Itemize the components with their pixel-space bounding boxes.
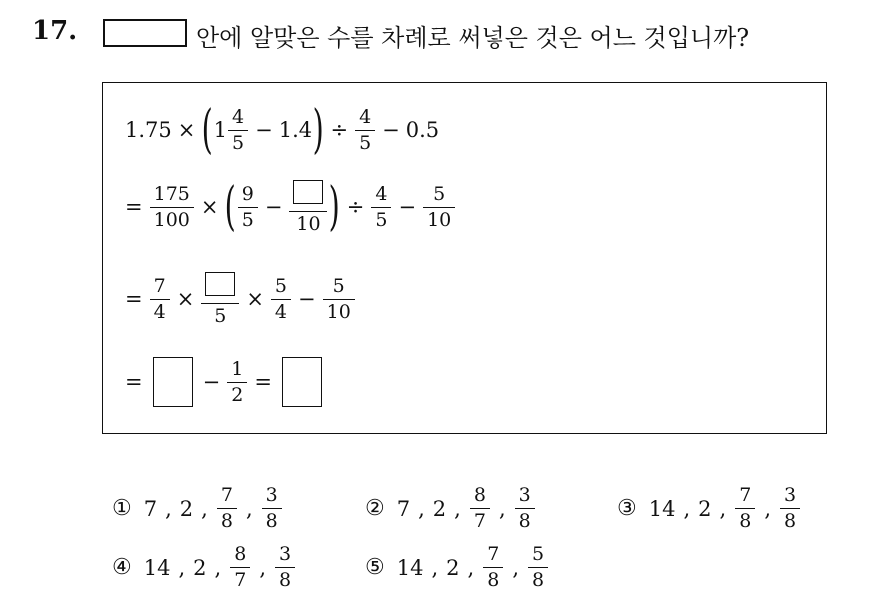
- decimal-value: 1.4: [278, 118, 313, 142]
- times-sign: ×: [246, 287, 264, 311]
- blank-box-4: [282, 357, 322, 407]
- fraction: $\frac{3}{8}$: [517, 486, 533, 531]
- fraction: $\frac{7}{8}$: [485, 545, 501, 590]
- fraction: $\frac{7}{8}$: [219, 486, 235, 531]
- fraction: $\frac{7}{4}$: [152, 277, 168, 322]
- choice-marker: ③: [617, 496, 637, 521]
- mixed-whole: 1: [213, 118, 228, 142]
- comma: ,: [201, 496, 208, 521]
- answer-blank-box: [103, 19, 187, 47]
- fraction: $\frac{4}{5}$: [357, 108, 373, 153]
- comma: ,: [165, 496, 172, 521]
- equals-sign: =: [125, 370, 143, 394]
- work-line-4: [125, 357, 326, 407]
- minus-sign: −: [398, 195, 417, 219]
- choice-value: 7: [143, 496, 158, 521]
- comma: ,: [764, 496, 771, 521]
- times-sign: ×: [177, 118, 196, 142]
- fraction: $\frac{175}{100}$: [152, 185, 192, 230]
- choice-3[interactable]: [617, 486, 801, 531]
- fraction: $\frac{3}{8}$: [264, 486, 280, 531]
- times-sign: ×: [176, 287, 195, 311]
- fraction: $\frac{5}{4}$: [273, 277, 289, 322]
- fraction: $\frac{4}{5}$: [373, 185, 389, 230]
- comma: ,: [418, 496, 425, 521]
- comma: ,: [683, 496, 691, 521]
- minus-sign: −: [202, 370, 221, 394]
- equals-sign: =: [254, 370, 272, 394]
- blank-box-2: [205, 272, 235, 296]
- equals-sign: =: [125, 195, 143, 219]
- fraction: $\frac{3}{8}$: [782, 486, 798, 531]
- choice-marker: ①: [112, 496, 132, 521]
- choice-2[interactable]: [365, 486, 536, 531]
- comma: ,: [512, 555, 519, 580]
- fraction: $\frac{8}{7}$: [232, 545, 248, 590]
- choice-marker: ⑤: [365, 555, 385, 580]
- comma: ,: [259, 555, 266, 580]
- blank-box-3: [153, 357, 193, 407]
- fraction: $\frac{5}{10}$: [425, 185, 453, 230]
- question-number: 17.: [32, 16, 78, 46]
- decimal-value: 1.75: [125, 118, 172, 142]
- divide-sign: ÷: [330, 118, 349, 142]
- choice-value: 2: [179, 496, 194, 521]
- comma: ,: [431, 555, 439, 580]
- question-text: 안에 알맞은 수를 차례로 써넣은 것은 어느 것입니까?: [196, 24, 750, 52]
- choice-value: 14: [396, 555, 424, 580]
- comma: ,: [178, 555, 186, 580]
- choice-value: 14: [648, 496, 676, 521]
- decimal-value: 0.5: [405, 118, 440, 142]
- minus-sign: −: [382, 118, 400, 142]
- fraction: $\frac{1}{2}$: [229, 360, 245, 405]
- comma: ,: [245, 496, 253, 521]
- right-paren: ): [329, 177, 341, 237]
- choice-value: 2: [698, 496, 712, 521]
- choice-value: 2: [193, 555, 207, 580]
- comma: ,: [454, 496, 461, 521]
- choice-4[interactable]: [112, 545, 296, 590]
- minus-sign: −: [298, 287, 316, 311]
- equals-sign: =: [125, 287, 143, 311]
- times-sign: ×: [200, 195, 219, 219]
- fraction: $\frac{8}{7}$: [472, 486, 488, 531]
- choice-value: 7: [396, 496, 411, 521]
- fraction: $\frac{9}{5}$: [240, 185, 256, 230]
- comma: ,: [498, 496, 506, 521]
- fraction: $\frac{5}{10}$: [325, 277, 353, 322]
- fraction: $\frac{5}{8}$: [530, 545, 546, 590]
- choice-value: 2: [432, 496, 447, 521]
- choice-value: 14: [143, 555, 171, 580]
- comma: ,: [467, 555, 475, 580]
- choice-5[interactable]: [365, 545, 549, 590]
- work-line-3: [125, 272, 356, 326]
- left-paren: (: [201, 100, 214, 160]
- minus-sign: −: [264, 195, 283, 219]
- left-paren: (: [225, 177, 237, 237]
- comma: ,: [214, 555, 222, 580]
- blank-box-1: [293, 180, 323, 204]
- choice-value: 2: [446, 555, 460, 580]
- fraction-blank-numerator: 10: [291, 180, 325, 234]
- choice-marker: ②: [365, 496, 385, 521]
- work-line-2: [125, 177, 456, 237]
- fraction: $\frac{7}{8}$: [737, 486, 753, 531]
- minus-sign: −: [255, 118, 273, 142]
- choice-1[interactable]: [112, 486, 283, 531]
- divide-sign: ÷: [346, 195, 365, 219]
- fraction: $\frac{3}{8}$: [277, 545, 293, 590]
- right-paren: ): [312, 100, 324, 160]
- fraction: $\frac{4}{5}$: [230, 108, 246, 153]
- fraction-blank-numerator: 5: [203, 272, 237, 326]
- comma: ,: [719, 496, 727, 521]
- choice-marker: ④: [112, 555, 132, 580]
- work-line-1: [125, 100, 440, 160]
